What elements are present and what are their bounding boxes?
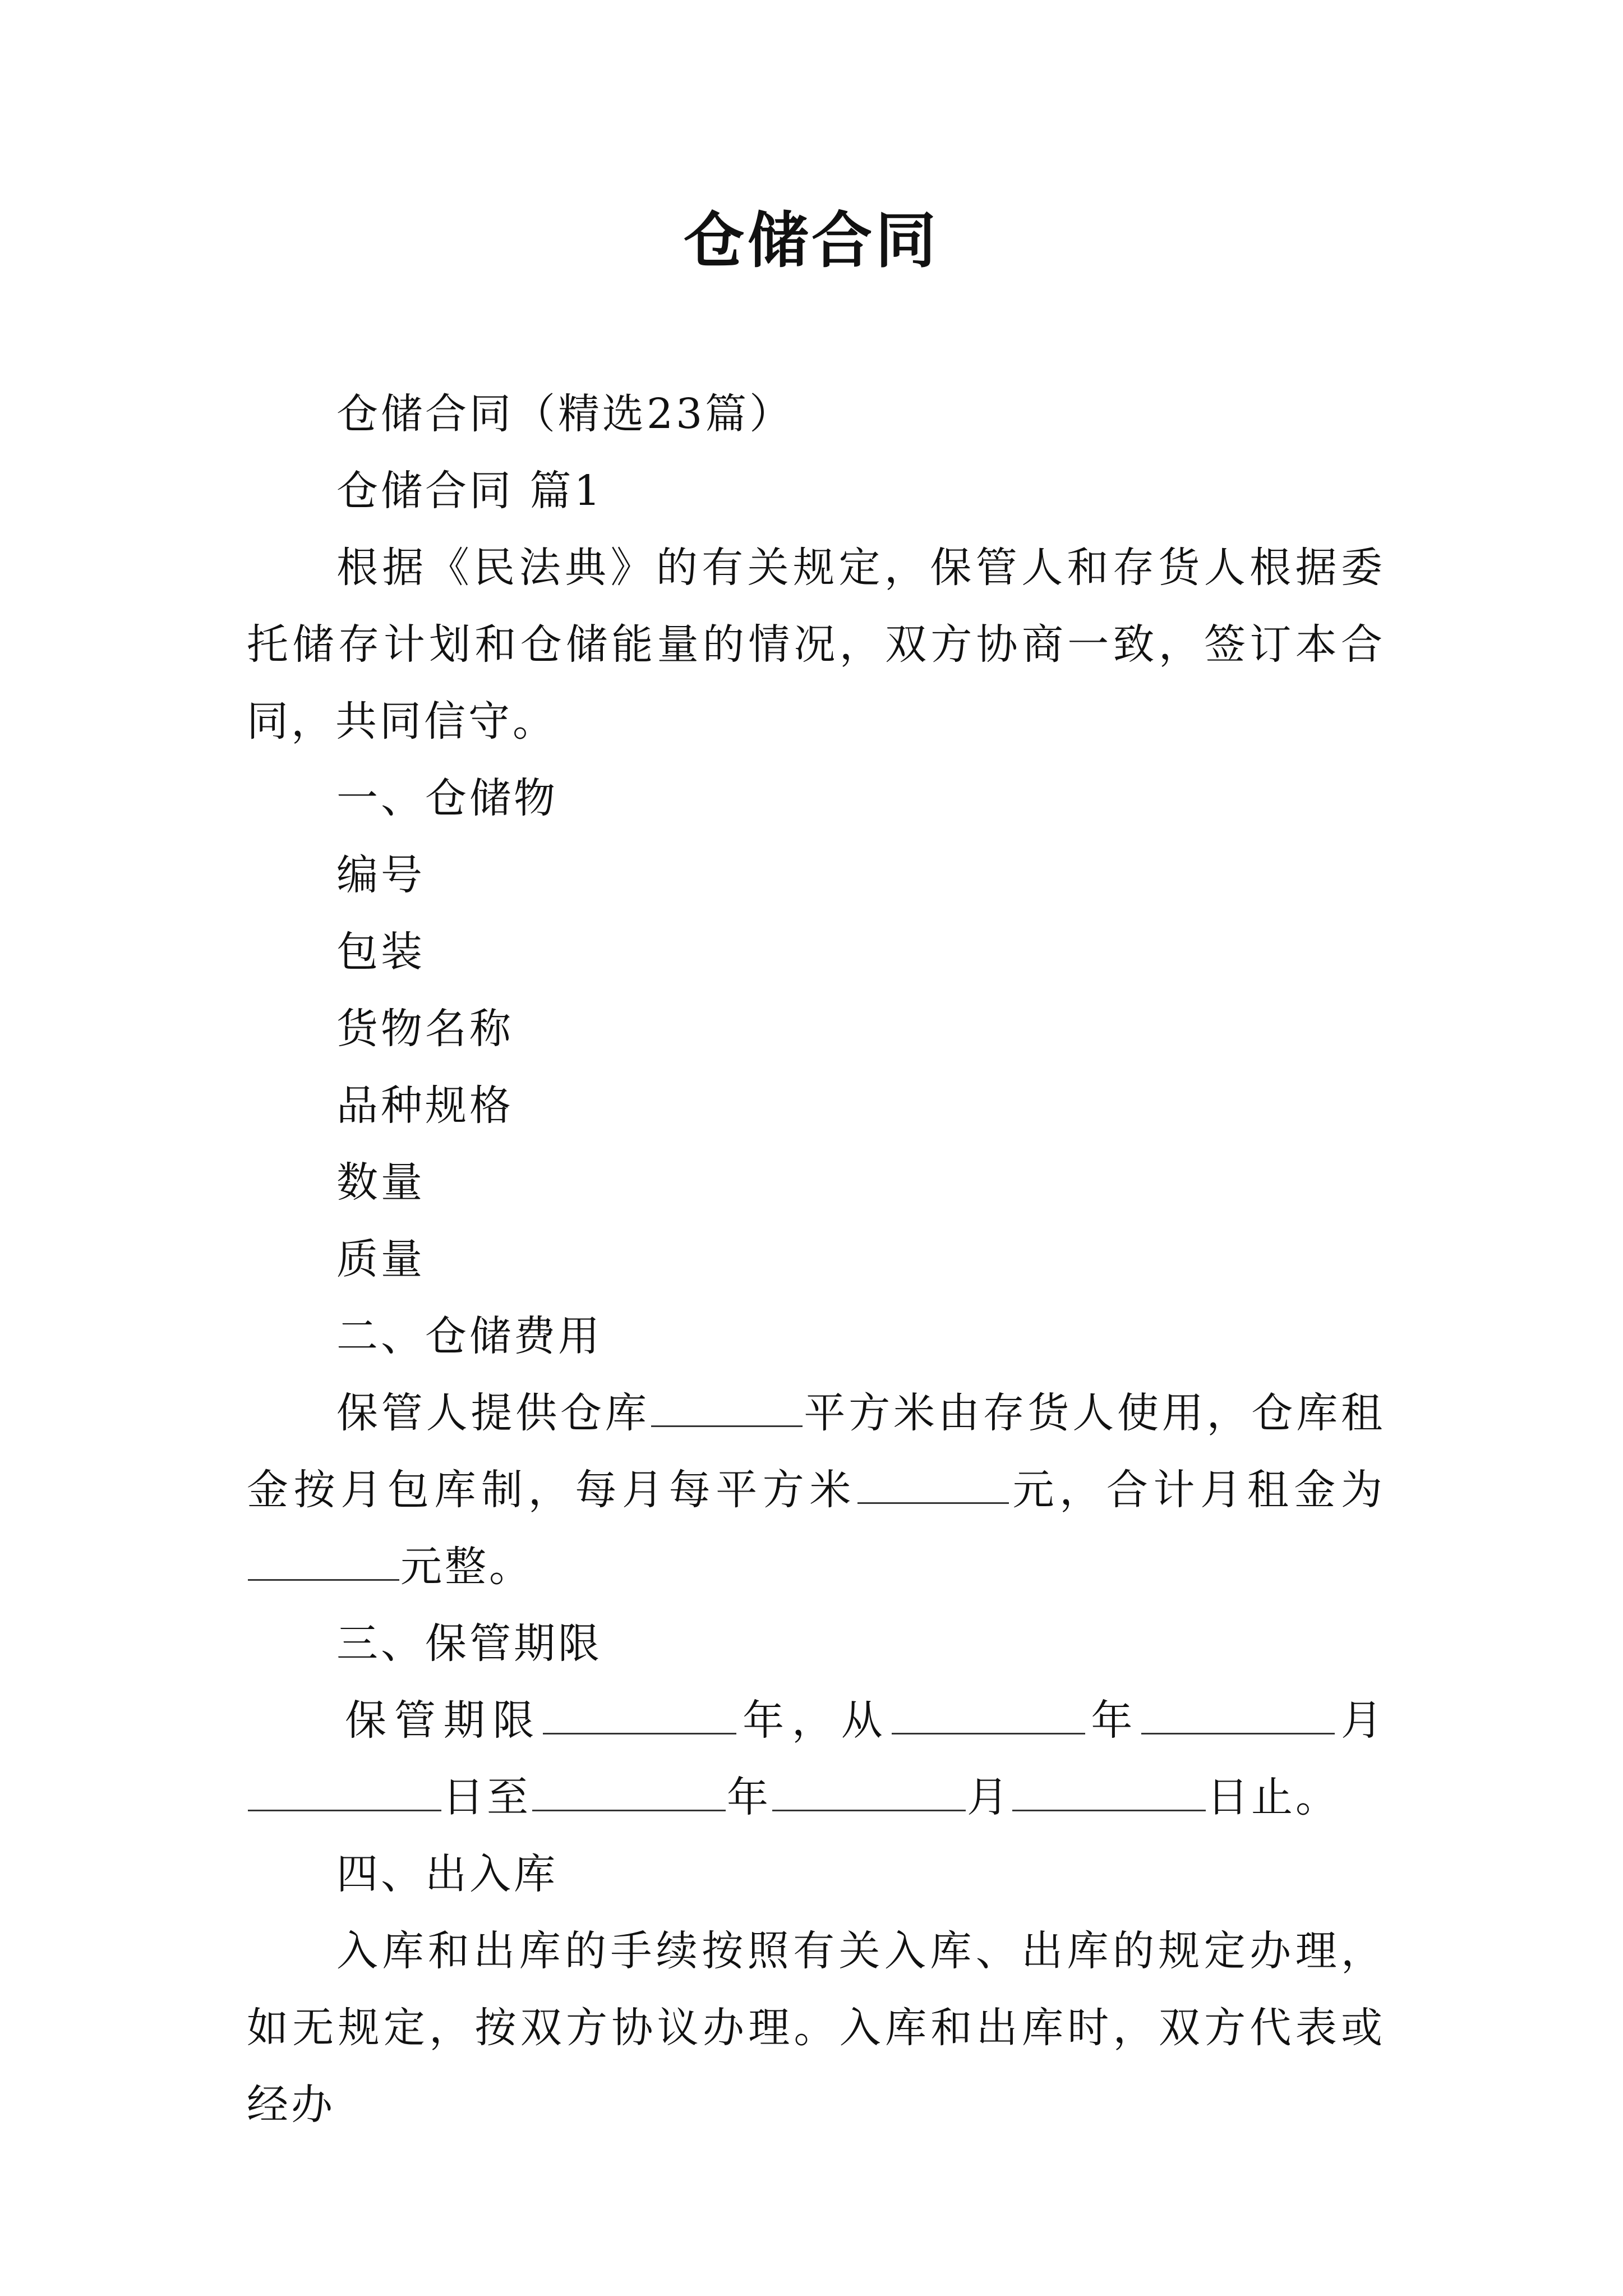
blank-start-year-field <box>892 1699 1085 1734</box>
period-text-8: 日止。 <box>1207 1773 1340 1821</box>
section-heading-storage-items: 一、仓储物 <box>336 774 558 822</box>
period-text-6: 年 <box>727 1773 771 1821</box>
fees-text-2: 平方米由存货人使用，仓库租金按月包库制，每月每平方米 <box>247 1389 1386 1514</box>
paragraph-heading-part1: 仓储合同 篇1 <box>336 467 603 515</box>
section-heading-storage-fees: 二、仓储费用 <box>336 1312 602 1360</box>
document-title: 仓储合同 <box>683 206 939 276</box>
fees-text-3: 元，合计月租金为 <box>1010 1466 1385 1514</box>
document-body <box>247 376 1385 2143</box>
paragraph-storage-fees <box>247 1375 1385 1605</box>
blank-end-year-field <box>532 1776 726 1811</box>
period-text-4: 月 <box>1336 1696 1386 1745</box>
field-label-number: 编号 <box>336 851 425 899</box>
paragraph-storage-period <box>247 1682 1385 1836</box>
section-heading-storage-period: 三、保管期限 <box>336 1619 602 1668</box>
field-label-quantity: 数量 <box>336 1158 425 1207</box>
period-text-7: 月 <box>967 1773 1011 1821</box>
blank-start-day-field <box>248 1776 441 1811</box>
blank-start-month-field <box>1141 1699 1335 1734</box>
period-text-5: 日至 <box>442 1773 531 1821</box>
period-text-3: 年 <box>1086 1696 1141 1745</box>
paragraph-intro: 根据《民法典》的有关规定，保管人和存货人根据委托储存计划和仓储能量的情况，双方协商一致，签订本合同，共同信守。 <box>247 544 1385 746</box>
field-label-quality: 质量 <box>336 1235 425 1283</box>
fees-text-1: 保管人提供仓库 <box>336 1389 650 1437</box>
paragraph-heading-collection: 仓储合同（精选23篇） <box>336 390 794 438</box>
period-text-1: 保管期限 <box>345 1696 542 1745</box>
period-text-2: 年，从 <box>737 1696 891 1745</box>
blank-monthly-rent-field <box>248 1545 399 1581</box>
blank-end-month-field <box>772 1776 966 1811</box>
fees-text-4: 元整。 <box>400 1543 533 1591</box>
blank-years-field <box>543 1699 736 1734</box>
paragraph-in-out-warehouse: 入库和出库的手续按照有关入库、出库的规定办理，如无规定，按双方协议办理。入库和出库时，双方代表或经办 <box>247 1927 1385 2129</box>
blank-unit-price-field <box>857 1469 1009 1504</box>
field-label-variety-spec: 品种规格 <box>336 1082 514 1130</box>
blank-area-field <box>651 1392 803 1427</box>
field-label-goods-name: 货物名称 <box>336 1005 514 1053</box>
field-label-packaging: 包装 <box>336 928 425 976</box>
section-heading-in-out-warehouse: 四、出入库 <box>336 1850 558 1898</box>
blank-end-day-field <box>1012 1776 1206 1811</box>
